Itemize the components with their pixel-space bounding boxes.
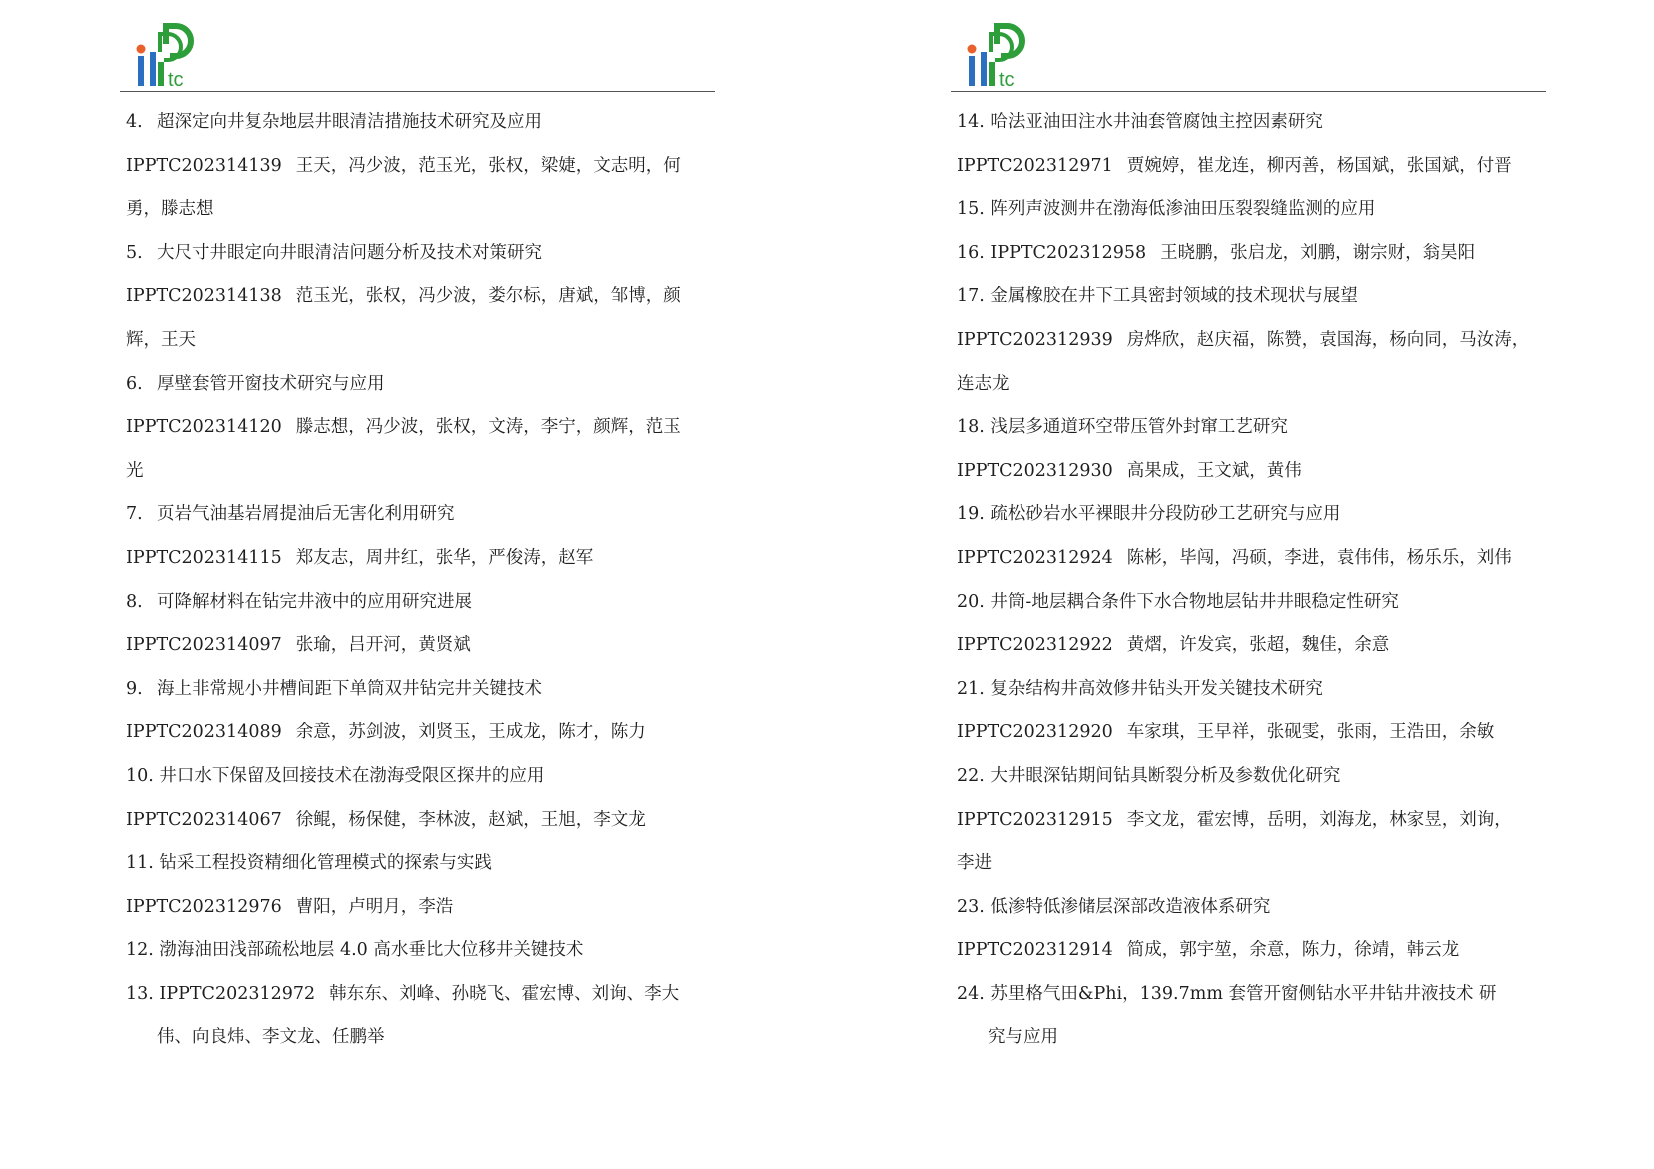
paper-title: 阵列声波测井在渤海低渗油田压裂裂缝监测的应用 (990, 199, 1376, 220)
paper-title: 可降解材料在钻完井液中的应用研究进展 (157, 591, 472, 612)
entry-number: 5. (126, 242, 143, 263)
left-page (120, 0, 715, 1169)
paper-title: 渤海油田浅部疏松地层 4.0 高水垂比大位移井关键技术 (159, 940, 584, 961)
paper-list (957, 101, 1545, 1060)
paper-title: 勇，滕志想 (126, 199, 214, 220)
entry-number: 10. (126, 765, 154, 786)
paper-id: IPPTC202312915 (957, 809, 1113, 830)
paper-title: 苏里格气田&Phi，139.7mm 套管开窗侧钻水平井钻井液技术 研 (990, 983, 1497, 1004)
paper-authors-line (126, 145, 714, 189)
ipptc-logo-icon (963, 22, 1029, 92)
paper-id: IPPTC202312939 (957, 329, 1113, 350)
entry-number: 22. (957, 765, 985, 786)
paper-authors-line (126, 406, 714, 450)
paper-authors-line (957, 145, 1545, 189)
paper-title: 低渗特低渗储层深部改造液体系研究 (990, 896, 1271, 917)
paper-title: 浅层多通道环空带压管外封窜工艺研究 (990, 417, 1288, 438)
paper-id: IPPTC202314138 (126, 286, 282, 307)
paper-title-line (126, 842, 714, 886)
paper-title-line (957, 406, 1545, 450)
author-names: 高果成，王文斌，黄伟 (1126, 460, 1302, 481)
paper-title-line (957, 755, 1545, 799)
continuation-line (126, 319, 714, 363)
author-names: 王天，冯少波，范玉光，张权，梁婕，文志明，何 (295, 155, 681, 176)
paper-id: IPPTC202312958 (990, 242, 1147, 263)
entry-number: 23. (957, 896, 985, 917)
paper-authors-line (957, 929, 1545, 973)
entry-number: 18. (957, 417, 985, 438)
paper-title: 李进 (957, 853, 992, 874)
paper-authors-line (957, 711, 1545, 755)
paper-title: 哈法亚油田注水井油套管腐蚀主控因素研究 (990, 112, 1323, 132)
paper-id: IPPTC202314089 (126, 722, 282, 743)
paper-authors-line (957, 232, 1545, 276)
header-rule (120, 91, 715, 92)
author-names: 王晓鹏，张启龙，刘鹏，谢宗财，翁昊阳 (1160, 242, 1476, 263)
paper-title-line (957, 886, 1545, 930)
paper-title-line (126, 493, 714, 537)
paper-authors-line (126, 886, 714, 930)
paper-title-line (957, 101, 1545, 145)
paper-id: IPPTC202312914 (957, 940, 1113, 961)
paper-title-line (126, 363, 714, 407)
continuation-line (957, 1016, 1545, 1060)
paper-id: IPPTC202314067 (126, 809, 282, 830)
paper-title: 光 (126, 460, 144, 481)
paper-title: 疏松砂岩水平裸眼井分段防砂工艺研究与应用 (990, 504, 1341, 525)
paper-authors-line (126, 973, 714, 1017)
paper-id: IPPTC202312922 (957, 635, 1113, 656)
entry-number: 17. (957, 286, 985, 307)
paper-title: 究与应用 (988, 1027, 1058, 1048)
entry-number: 20. (957, 591, 985, 612)
paper-title: 超深定向井复杂地层井眼清洁措施技术研究及应用 (157, 112, 542, 132)
author-names: 滕志想，冯少波，张权，文涛，李宁，颜辉，范玉 (295, 417, 681, 438)
entry-number: 9. (126, 678, 143, 699)
entry-number: 21. (957, 678, 985, 699)
continuation-line (957, 363, 1545, 407)
paper-title-line (126, 929, 714, 973)
paper-authors-line (957, 537, 1545, 581)
entry-number: 16. (957, 242, 985, 263)
paper-title: 辉，王天 (126, 329, 196, 350)
paper-title-line (957, 668, 1545, 712)
paper-authors-line (126, 537, 714, 581)
author-names: 车家琪，王早祥，张砚雯，张雨，王浩田，余敏 (1126, 722, 1495, 743)
entry-number: 7. (126, 504, 143, 525)
paper-id: IPPTC202312971 (957, 155, 1113, 176)
continuation-line (957, 842, 1545, 886)
svg-text:tc: tc (168, 69, 184, 91)
paper-id: IPPTC202312972 (159, 983, 316, 1004)
paper-title-line (957, 188, 1545, 232)
entry-number: 15. (957, 199, 985, 220)
paper-authors-line (126, 275, 714, 319)
paper-title-line (957, 275, 1545, 319)
paper-title-line (126, 581, 714, 625)
paper-title: 海上非常规小井槽间距下单筒双井钻完井关键技术 (157, 678, 542, 699)
author-names: 徐鲲，杨保健，李林波，赵斌，王旭，李文龙 (295, 809, 646, 830)
author-names: 李文龙，霍宏博，岳明，刘海龙，林家昱，刘询， (1126, 809, 1512, 830)
entry-number: 11. (126, 853, 154, 874)
author-names: 余意，苏剑波，刘贤玉，王成龙，陈才，陈力 (295, 722, 646, 743)
continuation-line (126, 1016, 714, 1060)
svg-text:tc: tc (999, 69, 1015, 91)
entry-number: 6. (126, 373, 143, 394)
entry-number: 12. (126, 940, 154, 961)
paper-authors-line (126, 799, 714, 843)
right-page (951, 0, 1546, 1169)
paper-title: 井筒-地层耦合条件下水合物地层钻井井眼稳定性研究 (990, 591, 1399, 612)
paper-authors-line (126, 624, 714, 668)
paper-id: IPPTC202314139 (126, 155, 282, 176)
paper-title-line (957, 493, 1545, 537)
paper-id: IPPTC202314120 (126, 417, 282, 438)
author-names: 范玉光，张权，冯少波，娄尔标，唐斌，邹博，颜 (295, 286, 681, 307)
paper-title: 厚壁套管开窗技术研究与应用 (157, 373, 385, 394)
paper-title-line (957, 581, 1545, 625)
author-names: 房烨欣，赵庆福，陈赞，袁国海，杨向同，马汝涛， (1126, 329, 1530, 350)
paper-id: IPPTC202312930 (957, 460, 1113, 481)
author-names: 张瑜，吕开河，黄贤斌 (295, 635, 471, 656)
paper-title: 复杂结构井高效修井钻头开发关键技术研究 (990, 678, 1323, 699)
paper-id: IPPTC202314097 (126, 635, 282, 656)
header-rule (951, 91, 1546, 92)
paper-title: 大井眼深钻期间钻具断裂分析及参数优化研究 (990, 765, 1341, 786)
entry-number: 24. (957, 983, 985, 1004)
paper-list (126, 101, 714, 1060)
paper-title-line (126, 101, 714, 145)
paper-title-line (126, 232, 714, 276)
author-names: 贾婉婷，崔龙连，柳丙善，杨国斌，张国斌，付晋 (1126, 155, 1512, 176)
paper-authors-line (957, 319, 1545, 363)
paper-title: 伟、向良炜、李文龙、任鹏举 (157, 1027, 385, 1048)
entry-number: 8. (126, 591, 143, 612)
author-names: 曹阳，卢明月，李浩 (295, 896, 454, 917)
paper-id: IPPTC202312920 (957, 722, 1113, 743)
ipptc-logo-icon (132, 22, 198, 92)
paper-authors-line (957, 624, 1545, 668)
paper-title: 大尺寸井眼定向井眼清洁问题分析及技术对策研究 (157, 242, 542, 263)
author-names: 郑友志，周井红，张华，严俊涛，赵军 (295, 547, 594, 568)
paper-title-line (126, 668, 714, 712)
entry-number: 4. (126, 112, 143, 132)
author-names: 韩东东、刘峰、孙晓飞、霍宏博、刘询、李大 (329, 983, 680, 1004)
paper-title: 页岩气油基岩屑提油后无害化利用研究 (157, 504, 455, 525)
author-names: 陈彬，毕闯，冯硕，李进，袁伟伟，杨乐乐，刘伟 (1126, 547, 1512, 568)
paper-authors-line (957, 450, 1545, 494)
paper-title: 钻采工程投资精细化管理模式的探索与实践 (159, 853, 492, 874)
paper-authors-line (126, 711, 714, 755)
author-names: 简成，郭宇堃，余意，陈力，徐靖，韩云龙 (1126, 940, 1460, 961)
paper-title: 金属橡胶在井下工具密封领域的技术现状与展望 (990, 286, 1358, 307)
paper-title-line (126, 755, 714, 799)
continuation-line (126, 188, 714, 232)
paper-title-line (957, 973, 1545, 1017)
paper-id: IPPTC202312924 (957, 547, 1113, 568)
entry-number: 13. (126, 983, 154, 1004)
paper-id: IPPTC202312976 (126, 896, 282, 917)
entry-number: 19. (957, 504, 985, 525)
paper-title: 连志龙 (957, 373, 1010, 394)
author-names: 黄熠，许发宾，张超，魏佳，余意 (1126, 635, 1390, 656)
continuation-line (126, 450, 714, 494)
paper-title: 井口水下保留及回接技术在渤海受限区探井的应用 (159, 765, 545, 786)
entry-number: 14. (957, 112, 985, 132)
paper-id: IPPTC202314115 (126, 547, 282, 568)
paper-authors-line (957, 799, 1545, 843)
